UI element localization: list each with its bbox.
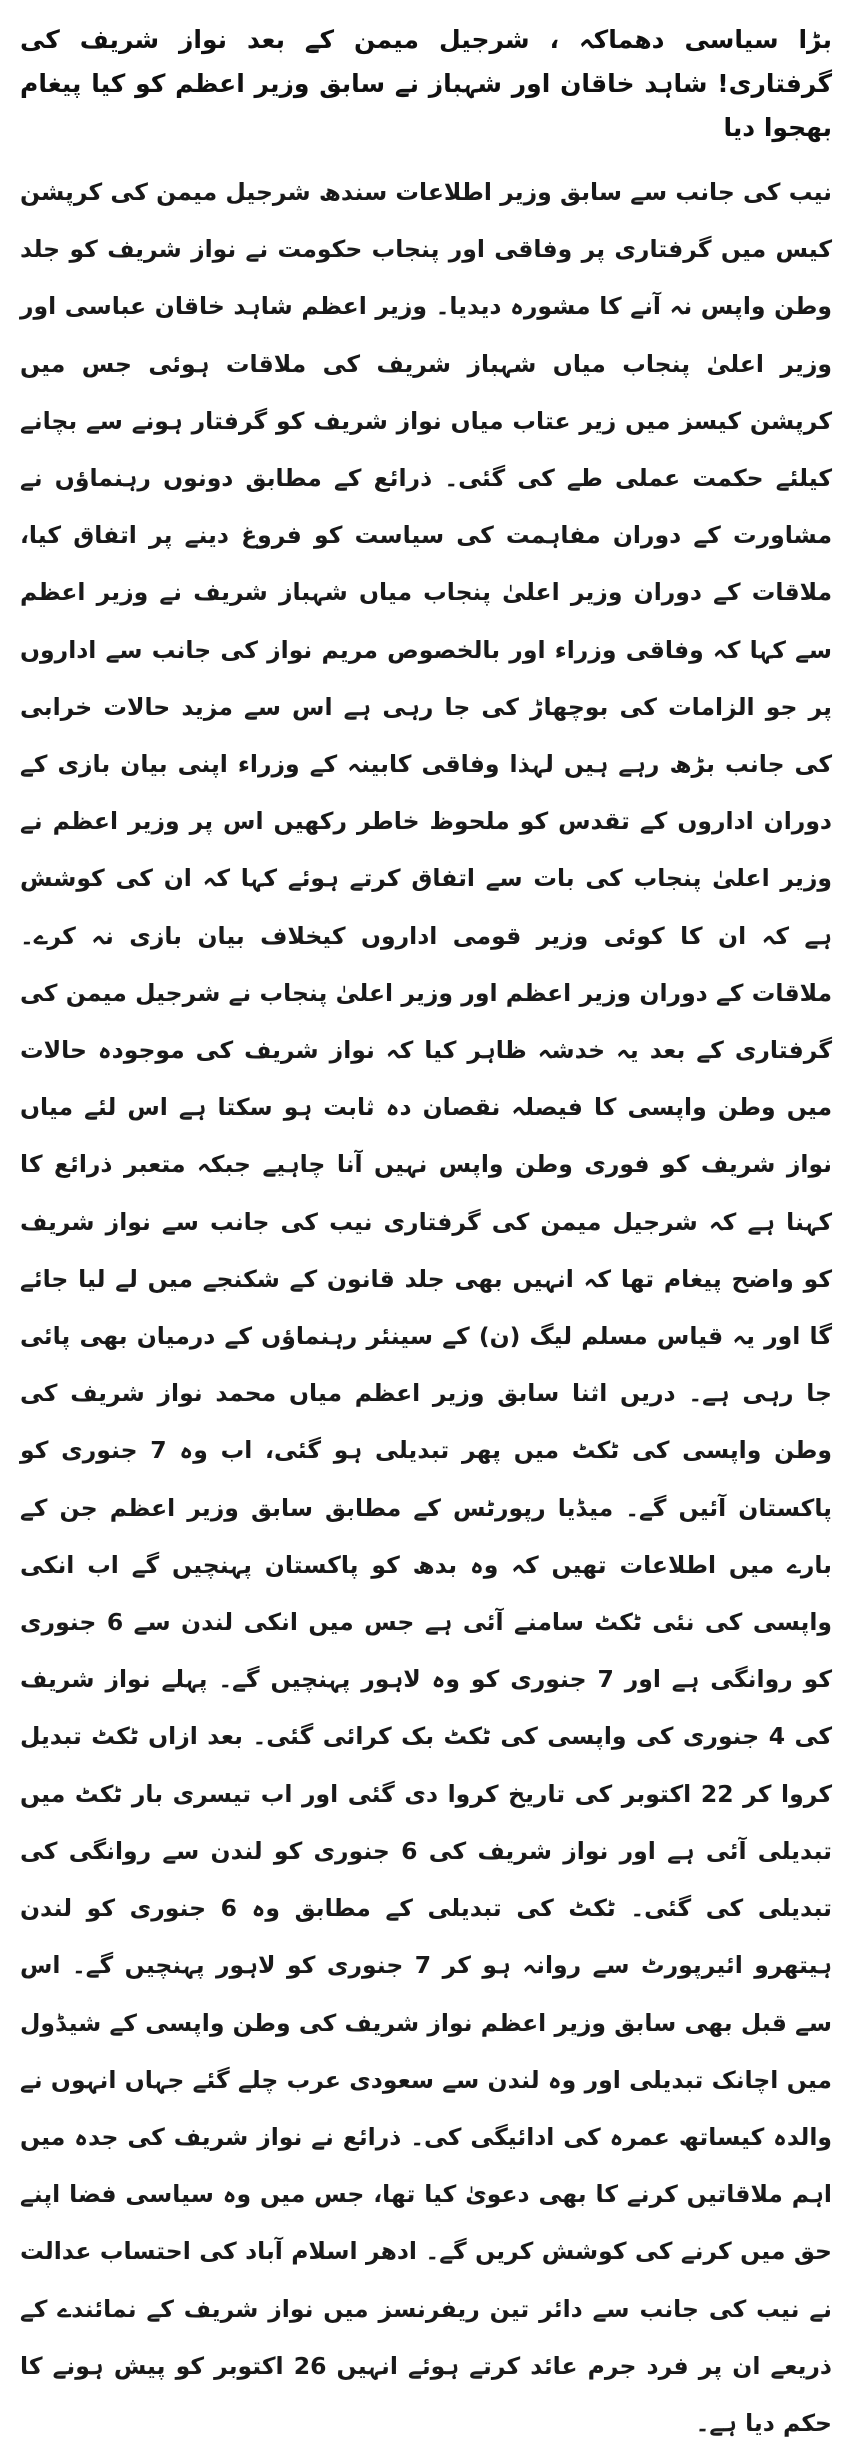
article-body: نیب کی جانب سے سابق وزیر اطلاعات سندھ شرجیل میمن کی کرپشن کیس میں گرفتاری پر وفاقی اور پنجاب حکومت نے نواز شریف کو جلد وطن واپس نہ آنے کا مشورہ دیدیا۔ وزیر اعظم شاہد خاقان عباسی اور وزیر اعلیٰ پنجاب میاں شہباز شریف کی ملاقات ہوئی جس میں کرپشن کیسز میں زیر عتاب میاں نواز شریف کو گرفتار ہونے سے بچانے کیلئے حکمت عملی طے کی گئی۔ ذرائع کے مطابق دونوں رہنماؤں نے مشاورت کے دوران مفاہمت کی سیاست کو فروغ دینے پر اتفاق کیا، ملاقات کے دوران وزیر اعلیٰ پنجاب میاں شہباز شریف نے وزیر اعظم سے کہا کہ وفاقی وزراء اور بالخصوص مریم نواز کی جانب سے اداروں پر جو الزامات کی بوچھاڑ کی جا رہی ہے اس سے مزید حالات خرابی کی جانب بڑھ رہے ہیں لہذا وفاقی کابینہ کے وزراء اپنی بیان بازی کے دوران اداروں کے تقدس کو ملحوظ خاطر رکھیں اس پر وزیر اعظم نے وزیر اعلیٰ پنجاب کی بات سے اتفاق کرتے ہوئے کہا کہ ان کی کوشش ہے کہ ان کا کوئی وزیر قومی اداروں کیخلاف بیان بازی نہ کرے۔ ملاقات کے دوران وزیر اعظم اور وزیر اعلیٰ پنجاب نے شرجیل میمن کی گرفتاری کے بعد یہ خدشہ ظاہر کیا کہ نواز شریف کی موجودہ حالات میں وطن واپسی کا فیصلہ نقصان دہ ثابت ہو سکتا ہے اس لئے میاں نواز شریف کو فوری وطن واپس نہیں آنا چاہیے جبکہ متعبر ذرائع کا کہنا ہے کہ شرجیل میمن کی گرفتاری نیب کی جانب سے نواز شریف کو واضح پیغام تھا کہ انہیں بھی جلد قانون کے شکنجے میں لے لیا جائے گا اور یہ قیاس مسلم لیگ (ن) کے سینئر رہنماؤں کے درمیان بھی پائی جا رہی ہے۔ دریں اثنا سابق وزیر اعظم میاں محمد نواز شریف کی وطن واپسی کی ٹکٹ میں پھر تبدیلی ہو گئی، اب وہ 7 جنوری کو پاکستان آئیں گے۔ میڈیا رپورٹس کے مطابق سابق وزیر اعظم جن کے بارے میں اطلاعات تھیں کہ وہ بدھ کو پاکستان پہنچیں گے اب انکی واپسی کی نئی ٹکٹ سامنے آئی ہے جس میں انکی لندن سے 6 جنوری کو روانگی ہے اور 7 جنوری کو وہ لاہور پہنچیں گے۔ پہلے نواز شریف کی 4 جنوری کی واپسی کی ٹکٹ بک کرائی گئی۔ بعد ازاں ٹکٹ تبدیل کروا کر 22 اکتوبر کی تاریخ کروا دی گئی اور اب تیسری بار ٹکٹ میں تبدیلی آئی ہے اور نواز شریف کی 6 جنوری کو لندن سے روانگی کی تبدیلی کی گئی۔ ٹکٹ کی تبدیلی کے مطابق وہ 6 جنوری کو لندن ہیتھرو ائیرپورٹ سے روانہ ہو کر 7 جنوری کو لاہور پہنچیں گے۔ اس سے قبل بھی سابق وزیر اعظم نواز شریف کی وطن واپسی کے شیڈول میں اچانک تبدیلی اور وہ لندن سے سعودی عرب چلے گئے جہاں انہوں نے والدہ کیساتھ عمرہ کی ادائیگی کی۔ ذرائع نے نواز شریف کی جدہ میں اہم ملاقاتیں کرنے کا بھی دعویٰ کیا تھا، جس میں وہ سیاسی فضا اپنے حق میں کرنے کی کوشش کریں گے۔ ادھر اسلام آباد کی احتساب عدالت نے نیب کی جانب سے دائر تین ریفرنسز میں نواز شریف کے نمائندے کے ذریعے ان پر فرد جرم عائد کرتے ہوئے انہیں 26 اکتوبر کو پیش ہونے کا حکم دیا ہے۔ xyxy=(20,178,833,2437)
article-headline: بڑا سیاسی دھماکہ ، شرجیل میمن کے بعد نواز شریف کی گرفتاری! شاہد خاقان اور شہباز نے سابق وزیر اعظم کو کیا پیغام بھجوا دیا xyxy=(20,25,832,142)
news-article xyxy=(20,18,832,2452)
